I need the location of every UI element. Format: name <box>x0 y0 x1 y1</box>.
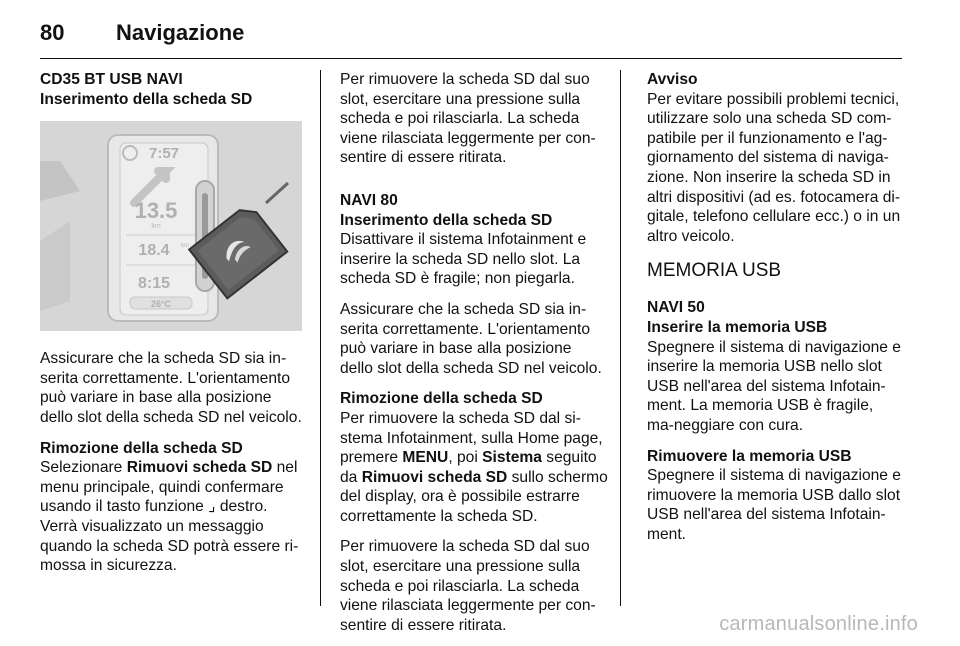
page-number: 80 <box>40 20 65 45</box>
notice-block <box>647 70 903 246</box>
subheading: Inserimento della scheda SD <box>340 211 553 229</box>
menu-term: MENU <box>402 449 449 467</box>
paragraph: Disattivare il sistema Infotainment e inserire la scheda SD nello slot. La scheda SD è fragile; non piegarla. <box>340 231 587 288</box>
paragraph: Per rimuovere la scheda SD dal si-stema Infotainment, sulla Home page, premere MENU, poi Sistema seguito da Rimuovi scheda SD sullo schermo del display, ora è possibile estrarre correttamente la scheda SD. <box>340 409 608 525</box>
column-2 <box>340 70 608 646</box>
menu-term: Sistema <box>482 449 542 467</box>
paragraph: Per rimuovere la scheda SD dal suo slot, esercitare una pressione sulla scheda e poi rilasciarla. La scheda viene rilasciata leggermente per con-sentire di essere ritirata. <box>340 71 596 167</box>
paragraph: Assicurare che la scheda SD sia in-serita correttamente. L'orientamento può variare in base alla posizione dello slot della scheda SD nel veicolo. <box>340 300 602 377</box>
menu-term: Rimuovi scheda SD <box>361 468 508 486</box>
header-rule <box>40 58 902 59</box>
subheading: Rimuovere la memoria USB <box>647 447 852 465</box>
paragraph: Per rimuovere la scheda SD dal suo slot, esercitare una pressione sulla scheda e poi rilasciarla. La scheda viene rilasciata leggermente per con-sentire di essere ritirata. <box>340 538 596 634</box>
sd-card-illustration-svg <box>40 121 302 331</box>
text-block <box>340 211 608 289</box>
subheading: Rimozione della scheda SD <box>40 439 243 457</box>
text-block <box>647 318 903 436</box>
section-label: NAVI 80 <box>340 191 398 209</box>
menu-term: Rimuovi scheda SD <box>126 459 273 477</box>
paragraph: Selezionare Rimuovi scheda SD nel menu principale, quindi confermare usando il tasto funzione ⌟ destro. Verrà visualizzato un messaggio quando la scheda SD potrà essere ri-mossa in sicurezza. <box>40 459 299 575</box>
page-title: Navigazione <box>116 20 245 45</box>
paragraph: Assicurare che la scheda SD sia in-serita correttamente. L'orientamento può variare in base alla posizione dello slot della scheda SD nel veicolo. <box>40 350 302 426</box>
text-block <box>340 389 608 526</box>
figure-speed-unit: km <box>181 243 189 250</box>
figure-speed: 18.4 <box>138 242 170 260</box>
figure-distance: 13.5 <box>134 198 178 224</box>
watermark: carmanualsonline.info <box>719 613 918 635</box>
figure-temp: 26°C <box>150 299 172 310</box>
notice-text: Per evitare possibili problemi tecnici, utilizzare solo una scheda SD com-patibile per il funzionamento e l'ag-giornamento del sistema di naviga-zione. Non inserire la scheda SD in altri dispositivi (ad es. fotocamera di-gitale, telefono cellulare ecc.) o in un altro veicolo. <box>647 90 901 245</box>
figure-time: 7:57 <box>148 145 180 163</box>
section-heading: MEMORIA USB <box>647 260 782 282</box>
section-label: NAVI 50 <box>647 299 705 317</box>
text-block <box>40 439 306 576</box>
column-divider <box>620 70 621 606</box>
subheading: Inserimento della scheda SD <box>40 90 253 108</box>
text-block <box>647 447 903 545</box>
figure-distance-unit: km <box>151 223 161 231</box>
paragraph: Spegnere il sistema di navigazione e inserire la memoria USB nello slot USB nell'area del sistema Infotain-ment. La memoria USB è fragile, ma-neggiare con cura. <box>647 338 901 434</box>
column-1 <box>40 70 306 587</box>
notice-title: Avviso <box>647 71 698 88</box>
page-header <box>40 18 902 58</box>
paragraph: Spegnere il sistema di navigazione e rimuovere la memoria USB dallo slot USB nell'area del sistema Infotain-ment. <box>647 467 901 543</box>
column-3 <box>647 70 903 555</box>
figure-eta: 8:15 <box>137 275 171 293</box>
subheading: Rimozione della scheda SD <box>340 390 543 408</box>
column-divider <box>320 70 321 606</box>
section-label: CD35 BT USB NAVI <box>40 71 183 88</box>
sd-card-insertion-illustration <box>40 121 302 331</box>
subheading: Inserire la memoria USB <box>647 318 828 336</box>
